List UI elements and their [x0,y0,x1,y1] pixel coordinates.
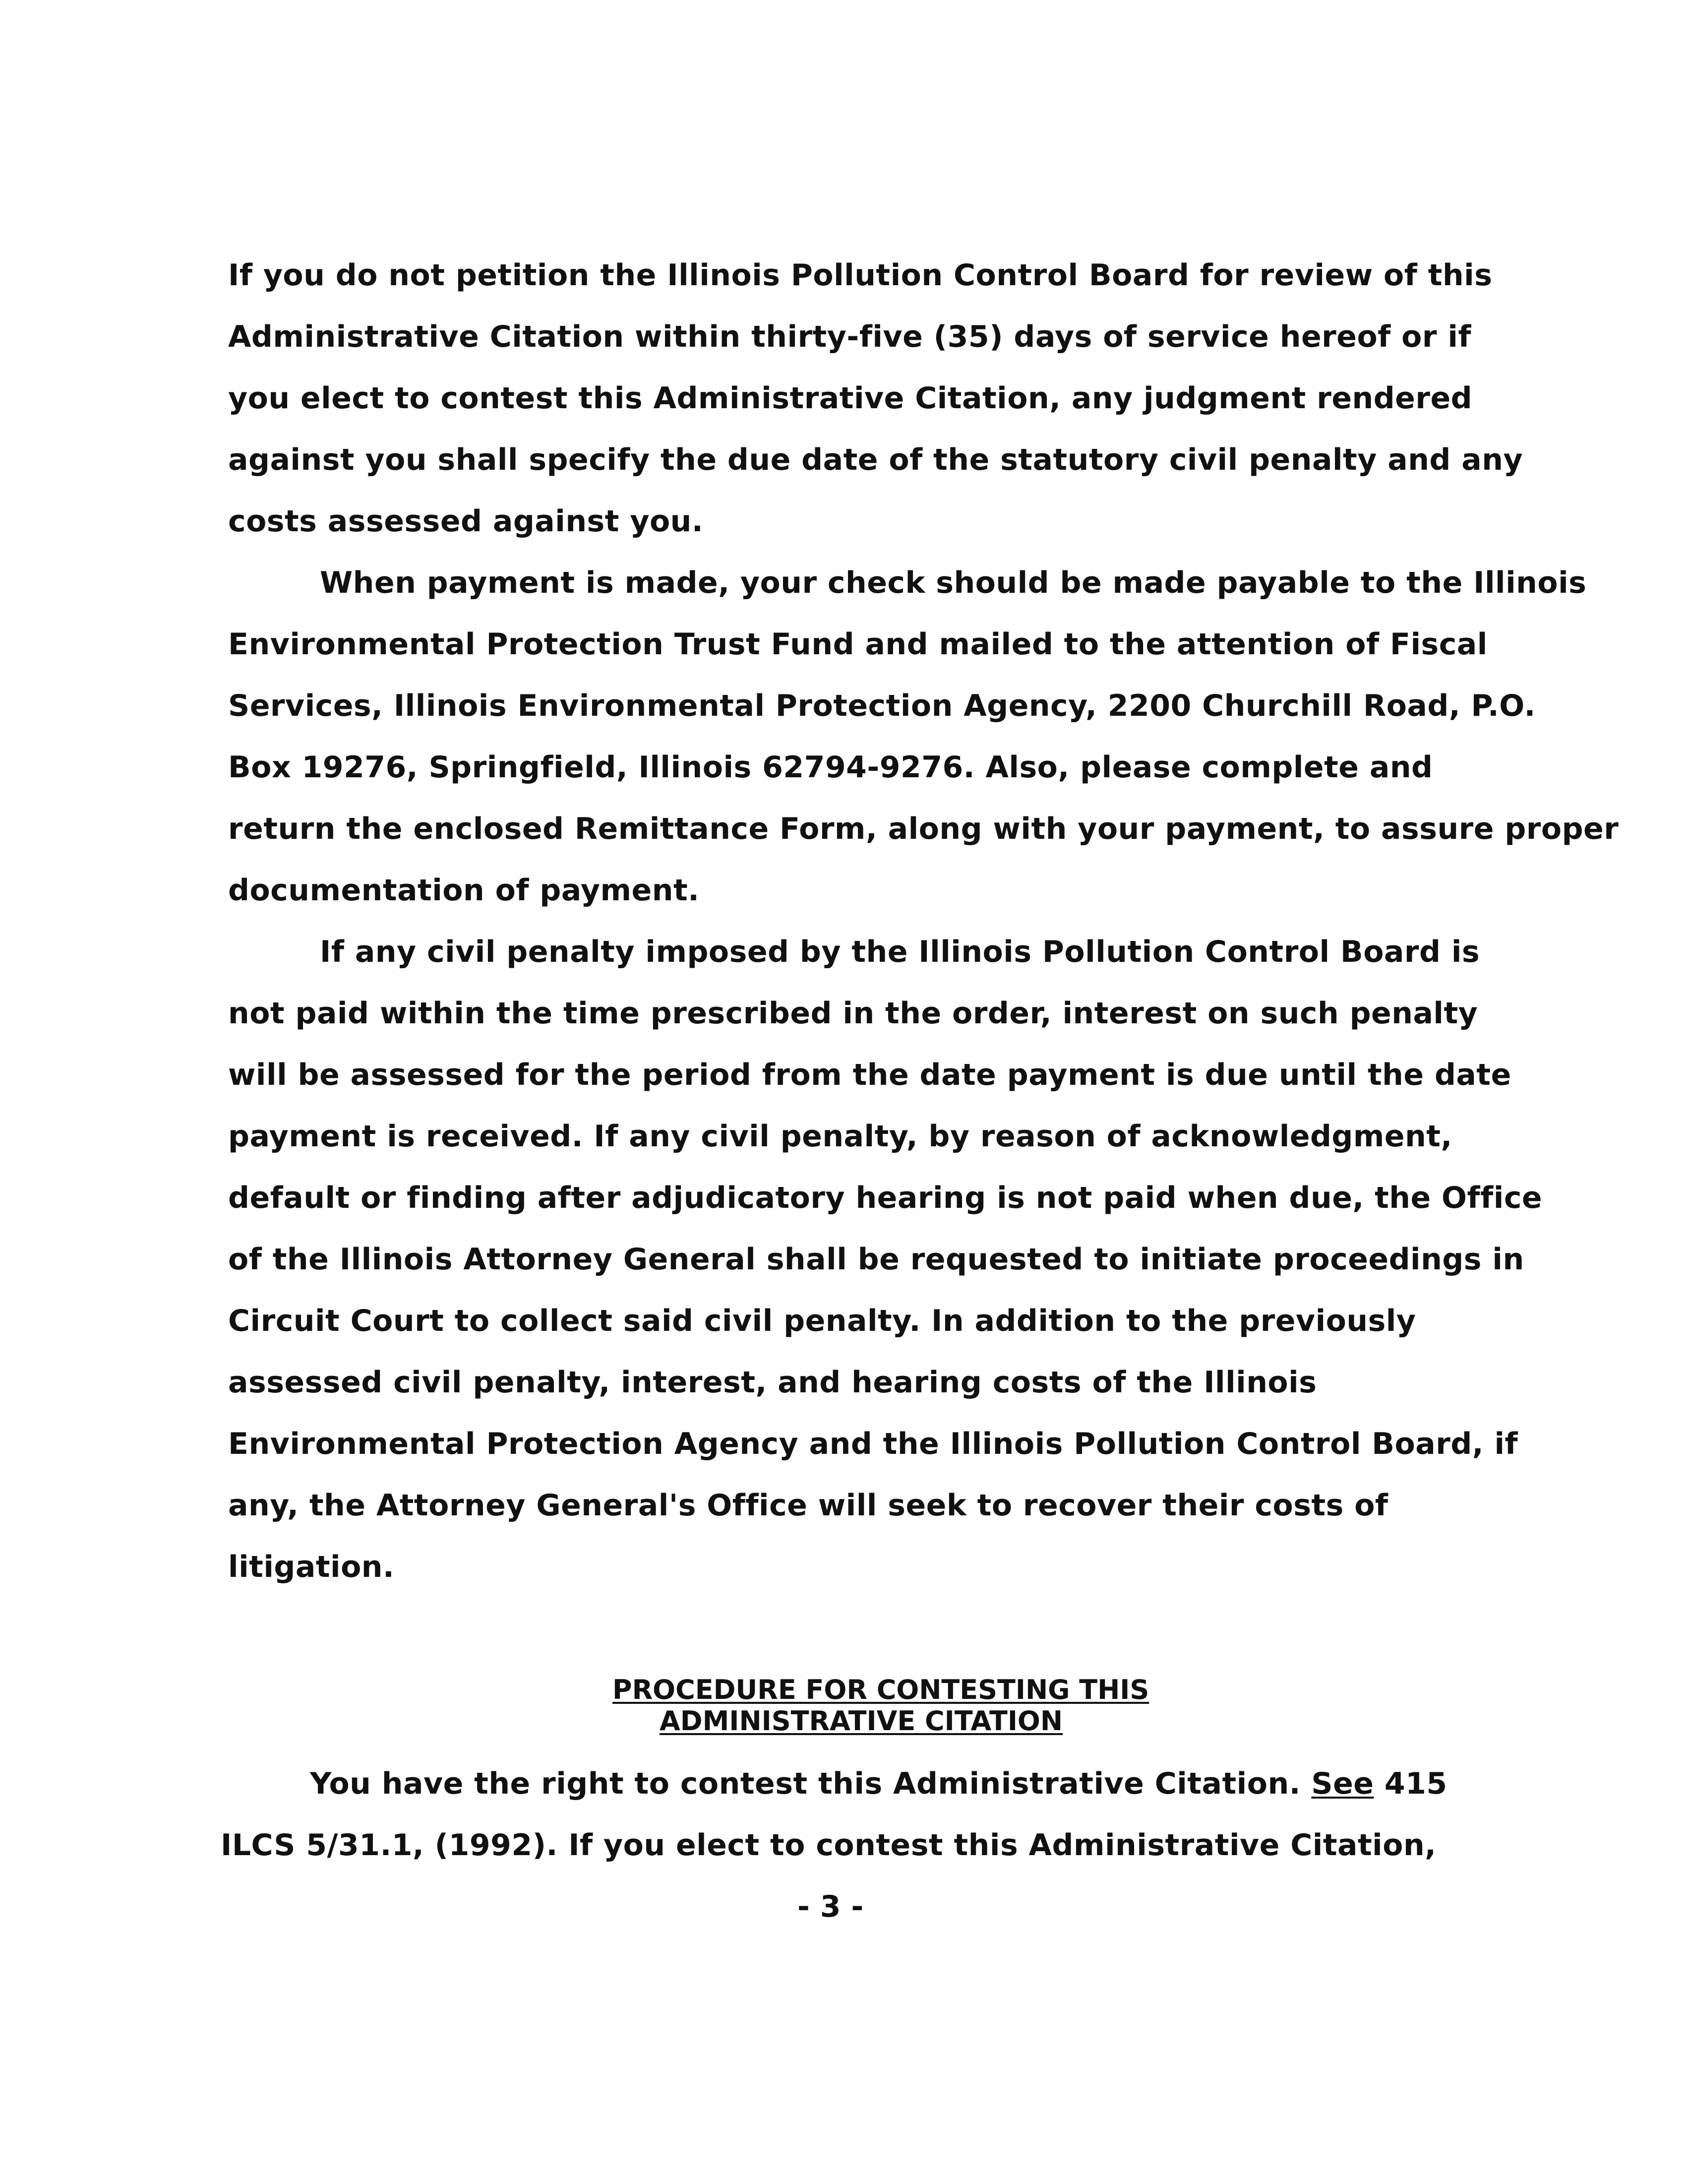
paragraph-line [310,1766,1447,1801]
paragraph-line: return the enclosed Remittance Form, along with your payment, to assure proper [228,811,1619,846]
page-number: - 3 - [797,1889,864,1924]
paragraph-text: 415 [1374,1766,1447,1801]
paragraph-line: not paid within the time prescribed in the order, interest on such penalty [228,996,1478,1031]
paragraph-line: assessed civil penalty, interest, and hearing costs of the Illinois [228,1365,1317,1400]
paragraph-line: Environmental Protection Trust Fund and mailed to the attention of Fiscal [228,627,1488,662]
paragraph-line: against you shall specify the due date of the statutory civil penalty and any [228,442,1523,477]
paragraph-line: If any civil penalty imposed by the Illinois Pollution Control Board is [320,935,1480,969]
paragraph-line: Services, Illinois Environmental Protection Agency, 2200 Churchill Road, P.O. [228,688,1536,723]
paragraph-line: Circuit Court to collect said civil penalty. In addition to the previously [228,1304,1416,1338]
paragraph-line: documentation of payment. [228,873,700,908]
paragraph-line: payment is received. If any civil penalty, by reason of acknowledgment, [228,1119,1452,1154]
paragraph-text: You have the right to contest this Administrative Citation. [310,1766,1312,1801]
paragraph-line: you elect to contest this Administrative Citation, any judgment rendered [228,381,1473,416]
paragraph-line: Administrative Citation within thirty-five (35) days of service hereof or if [228,319,1472,354]
paragraph-line: default or finding after adjudicatory hearing is not paid when due, the Office [228,1181,1543,1215]
paragraph-line: of the Illinois Attorney General shall be requested to initiate proceedings in [228,1242,1524,1277]
paragraph-line: any, the Attorney General's Office will seek to recover their costs of [228,1488,1388,1523]
section-heading-line-2: ADMINISTRATIVE CITATION [660,1705,1063,1737]
paragraph-line: Box 19276, Springfield, Illinois 62794-9276. Also, please complete and [228,750,1433,785]
paragraph-line: litigation. [228,1550,395,1584]
see-citation-signal: See [1311,1766,1374,1801]
paragraph-line: will be assessed for the period from the date payment is due until the date [228,1058,1511,1092]
paragraph-line: Environmental Protection Agency and the Illinois Pollution Control Board, if [228,1427,1518,1461]
paragraph-line: ILCS 5/31.1, (1992). If you elect to contest this Administrative Citation, [221,1828,1437,1863]
section-heading-line-1: PROCEDURE FOR CONTESTING THIS [612,1674,1149,1705]
paragraph-line: costs assessed against you. [228,504,704,539]
paragraph-line: If you do not petition the Illinois Pollution Control Board for review of this [228,258,1493,293]
paragraph-line: When payment is made, your check should be made payable to the Illinois [320,565,1587,600]
